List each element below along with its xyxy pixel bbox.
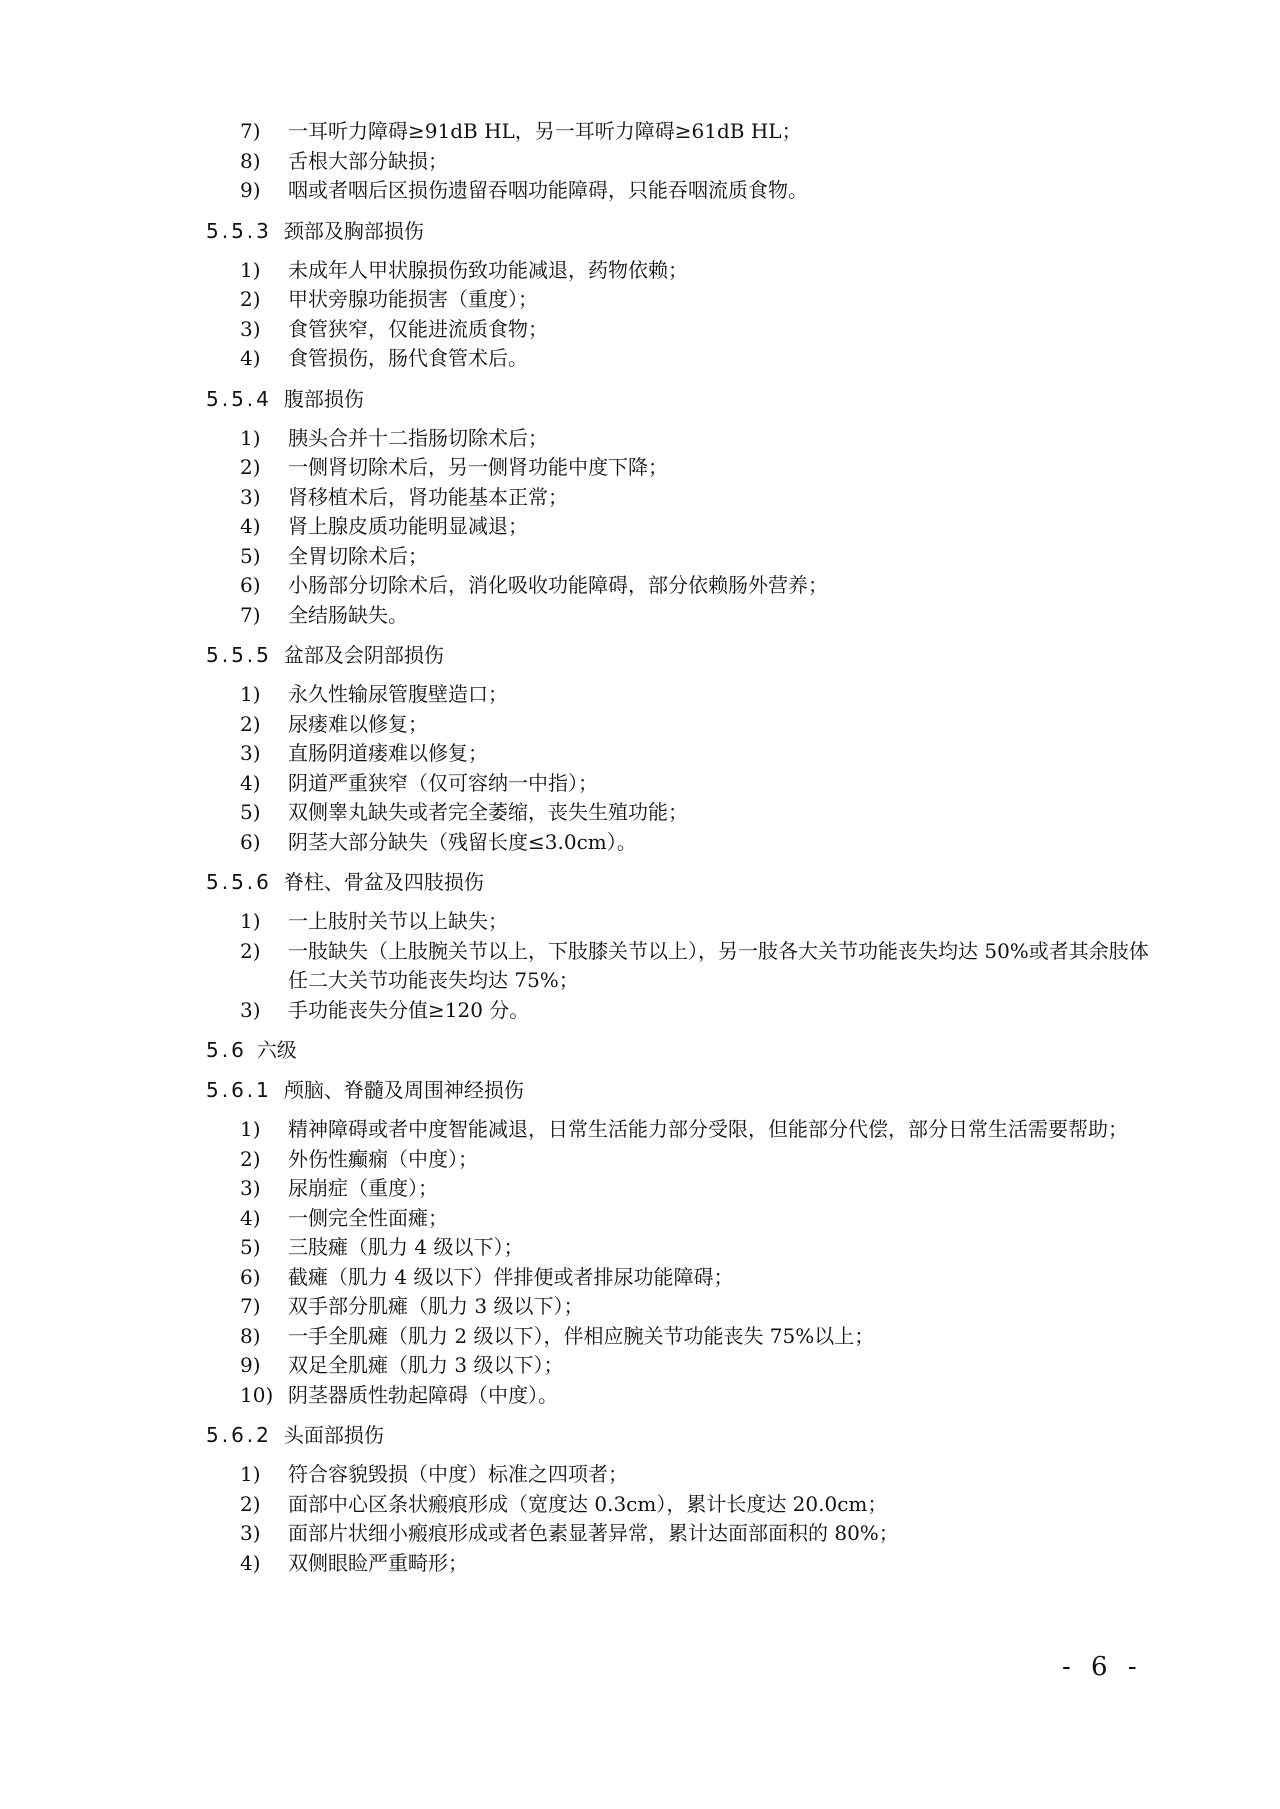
list-item-text: 阴茎大部分缺失（残留长度≤3.0cm）。	[288, 829, 637, 854]
list-item-text: 尿瘘难以修复；	[288, 711, 428, 736]
list-item	[206, 739, 1166, 769]
list-item-number: 5)	[240, 543, 261, 568]
list-item-text: 双手部分肌瘫（肌力 3 级以下）；	[288, 1294, 584, 1318]
list-item	[206, 147, 1166, 177]
list-item-number: 8)	[240, 1323, 261, 1348]
list-item-text: 一耳听力障碍≥91dB HL，另一耳听力障碍≥61dB HL；	[288, 119, 802, 143]
section-title: 六级	[256, 1038, 297, 1062]
list-item	[206, 1322, 1166, 1352]
list-item-number: 8)	[240, 148, 261, 173]
list-item-text: 未成年人甲状腺损伤致功能减退，药物依赖；	[288, 257, 688, 282]
list-item	[206, 937, 1166, 996]
list-item	[206, 453, 1166, 483]
list-item-number: 4)	[240, 346, 261, 370]
section-number: 5.5.3	[206, 218, 272, 243]
list-item	[206, 176, 1166, 206]
section-heading	[206, 384, 1166, 414]
list-item	[206, 1351, 1166, 1381]
list-item	[206, 1145, 1166, 1175]
list-item-number: 4)	[240, 1550, 261, 1575]
list-item-number: 10)	[240, 1382, 274, 1407]
list-item-number: 2)	[240, 711, 261, 736]
list-item	[206, 1460, 1166, 1490]
page-number: - 6 -	[1062, 1652, 1143, 1682]
list-item	[206, 680, 1166, 710]
document-body	[206, 117, 1166, 1578]
list-item-number: 2)	[240, 1491, 261, 1516]
list-item-text: 外伤性癫痫（中度）；	[288, 1146, 478, 1171]
list-item-text: 截瘫（肌力 4 级以下）伴排便或者排尿功能障碍；	[288, 1264, 734, 1289]
list-item-text: 肾移植术后，肾功能基本正常；	[288, 484, 568, 509]
section-number: 5.5.5	[206, 643, 272, 667]
list-item-text: 手功能丧失分值≥120 分。	[288, 997, 530, 1022]
list-item	[206, 798, 1166, 828]
section-heading	[206, 216, 1166, 246]
list-item-text: 食管损伤，肠代食管术后。	[288, 346, 528, 370]
list-item-text: 食管狭窄，仅能进流质食物；	[288, 316, 548, 341]
list-item-number: 4)	[240, 1205, 261, 1230]
list-item-number: 9)	[240, 1353, 261, 1377]
list-item	[206, 315, 1166, 345]
list-item	[206, 601, 1166, 631]
section-title: 颈部及胸部损伤	[283, 218, 424, 243]
list-item	[206, 256, 1166, 286]
list-item	[206, 285, 1166, 315]
list-item	[206, 1115, 1166, 1145]
list-item-number: 1)	[240, 425, 261, 450]
list-item-text: 一肢缺失（上肢腕关节以上，下肢膝关节以上），另一肢各大关节功能丧失均达 50%或者其余肢体任二大关节功能丧失均达 75%；	[288, 938, 1149, 992]
list-item-number: 5)	[240, 1235, 261, 1259]
section-title: 脊柱、骨盆及四肢损伤	[283, 870, 484, 894]
list-item-number: 1)	[240, 1462, 261, 1486]
list-item-text: 永久性输尿管腹壁造口；	[288, 682, 508, 706]
list-item-number: 9)	[240, 178, 261, 202]
list-item	[206, 1263, 1166, 1293]
section-number: 5.6.1	[206, 1078, 272, 1102]
list-item-text: 胰头合并十二指肠切除术后；	[288, 425, 548, 450]
list-item-number: 7)	[240, 602, 261, 627]
list-item-number: 1)	[240, 682, 261, 706]
list-item-number: 4)	[240, 514, 261, 538]
list-item-number: 2)	[240, 287, 261, 311]
list-item-text: 全胃切除术后；	[288, 543, 428, 568]
list-item-text: 全结肠缺失。	[288, 602, 408, 627]
list-item-text: 一侧完全性面瘫；	[288, 1205, 448, 1230]
list-item-text: 双侧睾丸缺失或者完全萎缩，丧失生殖功能；	[288, 800, 688, 824]
list-item	[206, 117, 1166, 147]
list-item-number: 2)	[240, 1146, 261, 1171]
list-item	[206, 1292, 1166, 1322]
list-item-number: 4)	[240, 770, 261, 795]
list-item-number: 1)	[240, 909, 261, 933]
section-title: 颅脑、脊髓及周围神经损伤	[283, 1078, 524, 1102]
list-item-text: 一手全肌瘫（肌力 2 级以下），伴相应腕关节功能丧失 75%以上；	[288, 1323, 875, 1348]
list-item-text: 甲状旁腺功能损害（重度）；	[288, 287, 538, 311]
list-item	[206, 1490, 1166, 1520]
list-item	[206, 1233, 1166, 1263]
list-item-text: 双侧眼睑严重畸形；	[288, 1550, 468, 1575]
list-item-number: 3)	[240, 997, 261, 1022]
list-item-number: 3)	[240, 316, 261, 341]
list-item-number: 3)	[240, 741, 261, 765]
list-item-text: 精神障碍或者中度智能减退，日常生活能力部分受限，但能部分代偿，部分日常生活需要帮助；	[288, 1117, 1128, 1141]
list-item	[206, 1549, 1166, 1579]
list-item-text: 小肠部分切除术后，消化吸收功能障碍，部分依赖肠外营养；	[288, 573, 828, 597]
section-heading	[206, 1075, 1166, 1105]
list-item-number: 3)	[240, 484, 261, 509]
list-item-text: 肾上腺皮质功能明显减退；	[288, 514, 528, 538]
list-item	[206, 907, 1166, 937]
list-item-text: 阴茎器质性勃起障碍（中度）。	[288, 1382, 558, 1407]
list-item-number: 3)	[240, 1521, 261, 1545]
list-item	[206, 344, 1166, 374]
list-item-number: 1)	[240, 257, 261, 282]
section-number: 5.6	[206, 1038, 247, 1062]
list-item-number: 2)	[240, 455, 261, 479]
list-item	[206, 1519, 1166, 1549]
section-heading	[206, 640, 1166, 670]
list-item-text: 一侧肾切除术后，另一侧肾功能中度下降；	[288, 455, 668, 479]
section-heading	[206, 1420, 1166, 1450]
list-item	[206, 424, 1166, 454]
list-item	[206, 769, 1166, 799]
list-item	[206, 571, 1166, 601]
list-item-text: 面部片状细小瘢痕形成或者色素显著异常，累计达面部面积的 80%；	[288, 1521, 899, 1545]
list-item-number: 5)	[240, 800, 261, 824]
list-item-text: 符合容貌毁损（中度）标准之四项者；	[288, 1462, 628, 1486]
list-item	[206, 542, 1166, 572]
list-item-number: 6)	[240, 829, 261, 854]
list-item	[206, 710, 1166, 740]
list-item-text: 阴道严重狭窄（仅可容纳一中指）；	[288, 770, 598, 795]
list-item-number: 7)	[240, 119, 261, 143]
section-title: 腹部损伤	[283, 386, 364, 411]
list-item-number: 1)	[240, 1117, 261, 1141]
section-heading	[206, 867, 1166, 897]
list-item	[206, 1204, 1166, 1234]
list-item	[206, 996, 1166, 1026]
list-item-text: 舌根大部分缺损；	[288, 148, 448, 173]
list-item-text: 尿崩症（重度）；	[288, 1176, 438, 1200]
list-item-text: 直肠阴道瘘难以修复；	[288, 741, 488, 765]
list-item-number: 6)	[240, 573, 261, 597]
section-number: 5.5.4	[206, 386, 272, 411]
list-item-number: 6)	[240, 1264, 261, 1289]
list-item-text: 三肢瘫（肌力 4 级以下）；	[288, 1235, 524, 1259]
list-item	[206, 512, 1166, 542]
list-item-text: 咽或者咽后区损伤遗留吞咽功能障碍，只能吞咽流质食物。	[288, 178, 808, 202]
list-item	[206, 483, 1166, 513]
list-item-number: 2)	[240, 938, 261, 963]
section-title: 头面部损伤	[283, 1423, 384, 1447]
list-item	[206, 828, 1166, 858]
grade-heading	[206, 1035, 1166, 1065]
list-item-number: 3)	[240, 1176, 261, 1200]
list-item-number: 7)	[240, 1294, 261, 1318]
list-item-text: 双足全肌瘫（肌力 3 级以下）；	[288, 1353, 564, 1377]
section-number: 5.6.2	[206, 1423, 272, 1447]
list-item	[206, 1381, 1166, 1411]
list-item-text: 面部中心区条状瘢痕形成（宽度达 0.3cm），累计长度达 20.0cm；	[288, 1491, 888, 1516]
list-item	[206, 1174, 1166, 1204]
section-number: 5.5.6	[206, 870, 272, 894]
list-item-text: 一上肢肘关节以上缺失；	[288, 909, 508, 933]
section-title: 盆部及会阴部损伤	[283, 643, 444, 667]
